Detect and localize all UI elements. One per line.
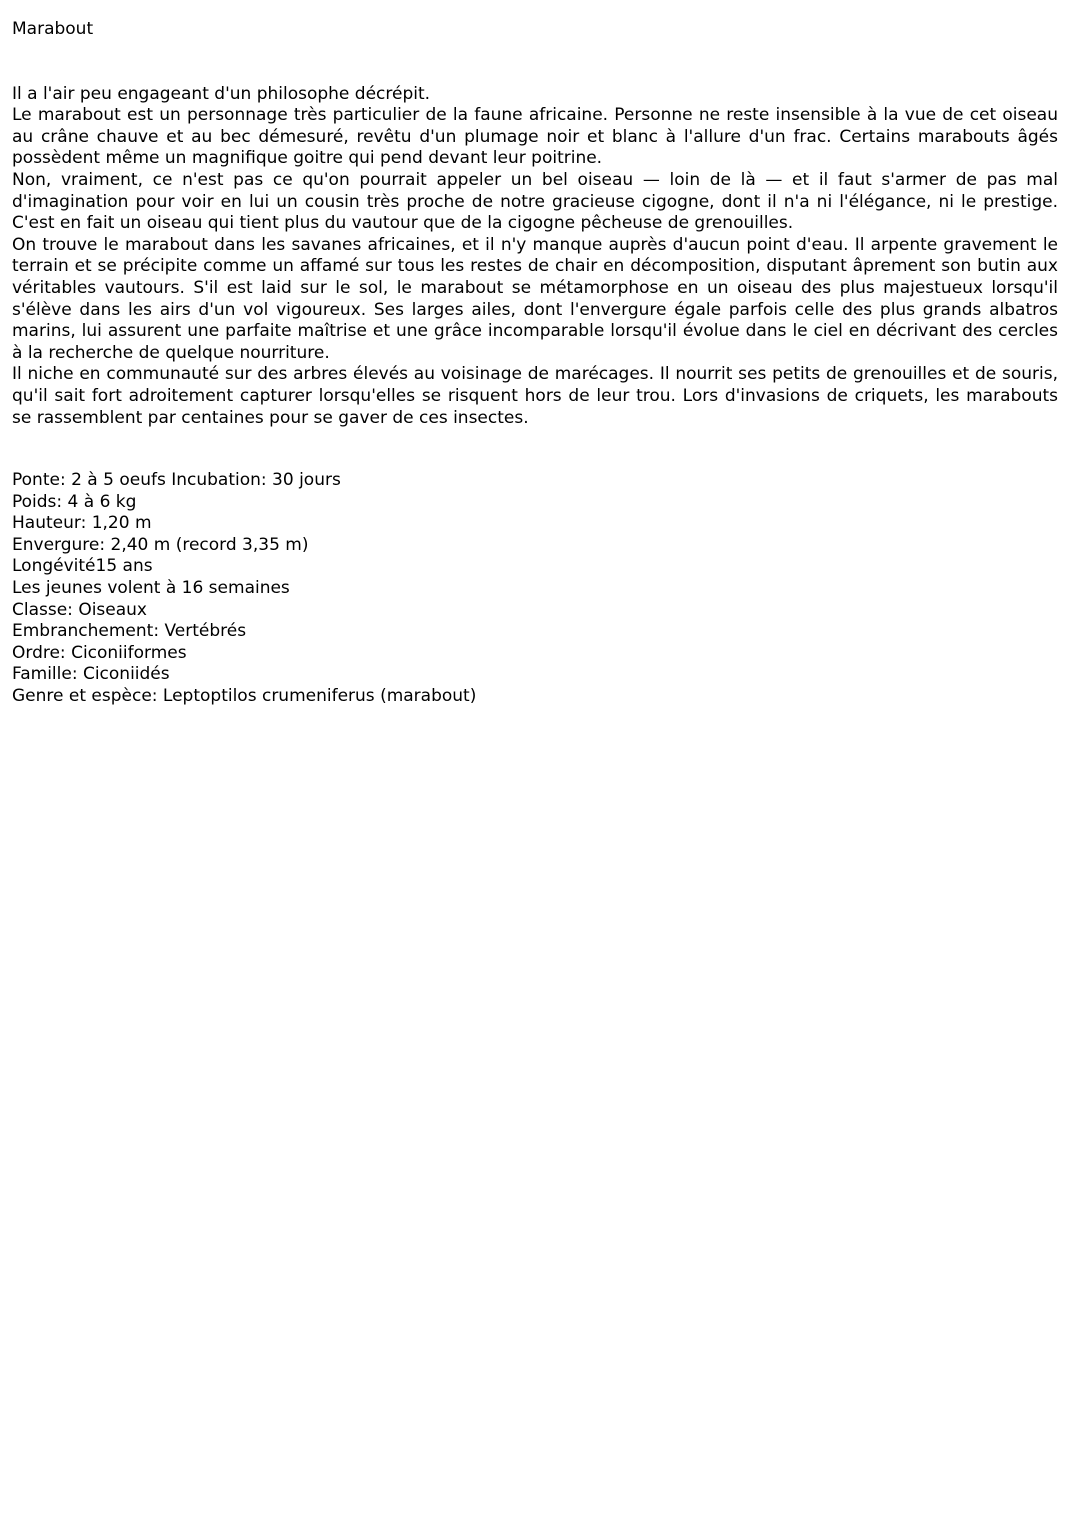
fact-ponte: Ponte: 2 à 5 oeufs Incubation: 30 jours [12,470,341,491]
document-title: Marabout [12,19,94,39]
fact-poids: Poids: 4 à 6 kg [12,491,137,512]
paragraph-intro: Il a l'air peu engageant d'un philosophe décrépit. [12,83,431,104]
fact-ordre: Ordre: Ciconiiformes [12,642,187,663]
paragraph-nesting: Il niche en communauté sur des arbres élevés au voisinage de marécages. Il nourrit ses petits de grenouilles et de souris, qu'il sait fort adroitement capturer lorsqu'elles se risquent hors de leur trou. Lors d'invasions de criquets, les marabouts se rassemblent par centaines pour se gaver de ces insectes. [12,364,1058,428]
document-body [12,84,1058,430]
fact-longevite: Longévité15 ans [12,556,153,577]
fact-genre-espece: Genre et espèce: Leptoptilos crumeniferus (marabout) [12,686,477,707]
fact-jeunes: Les jeunes volent à 16 semaines [12,578,290,599]
fact-embranchement: Embranchement: Vertébrés [12,621,247,642]
fact-famille: Famille: Ciconiidés [12,664,170,685]
fact-envergure: Envergure: 2,40 m (record 3,35 m) [12,534,309,555]
fact-hauteur: Hauteur: 1,20 m [12,513,152,534]
facts-list [12,470,1058,708]
document-page [12,19,1058,708]
paragraph-appearance: Non, vraiment, ce n'est pas ce qu'on pourrait appeler un bel oiseau — loin de là — et il faut s'armer de pas mal d'imagination pour voir en lui un cousin très proche de notre gracieuse cigogne, dont il n'a ni l'élégance, ni le prestige. C'est en fait un oiseau qui tient plus du vautour que de la cigogne pêcheuse de grenouilles. [12,169,1058,234]
fact-classe: Classe: Oiseaux [12,599,147,620]
paragraph-description: Le marabout est un personnage très particulier de la faune africaine. Personne ne reste insensible à la vue de cet oiseau au crâne chauve et au bec démesuré, revêtu d'un plumage noir et blanc à l'allure d'un frac. Certains marabouts âgés possèdent même un magnifique goitre qui pend devant leur poitrine. [12,105,1058,169]
paragraph-habitat: On trouve le marabout dans les savanes africaines, et il n'y manque auprès d'aucun point d'eau. Il arpente gravement le terrain et se précipite comme un affamé sur tous les restes de chair en décomposition, disputant âprement son butin aux véritables vautours. S'il est laid sur le sol, le marabout se métamorphose en un oiseau des plus majestueux lorsqu'il s'élève dans les airs d'un vol vigoureux. Ses larges ailes, dont l'envergure égale parfois celle des plus grands albatros marins, lui assurent une parfaite maîtrise et une grâce incomparable lorsqu'il évolue dans le ciel en décrivant des cercles à la recherche de quelque nourriture. [12,234,1058,363]
